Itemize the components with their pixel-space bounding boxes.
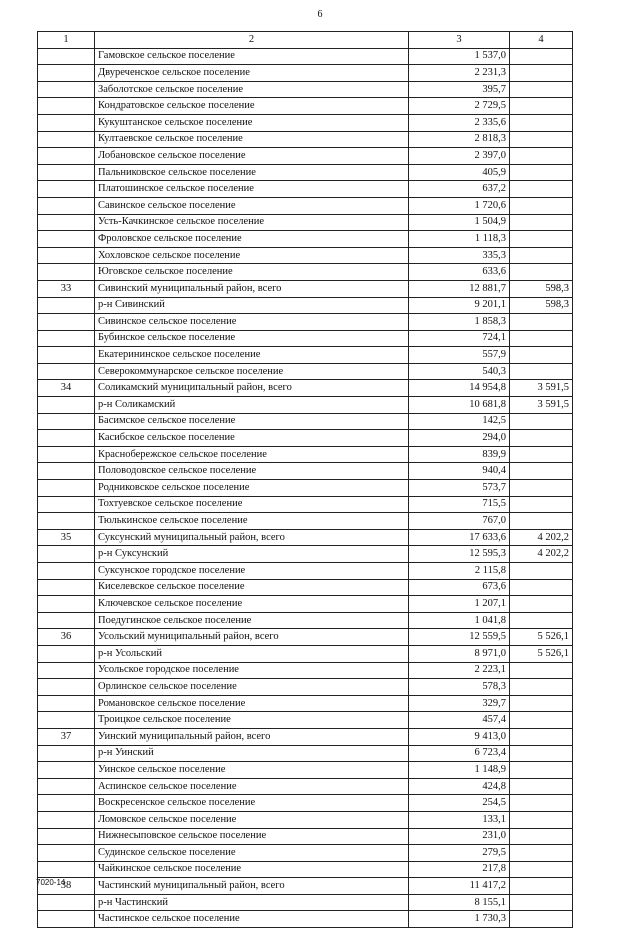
extra-amount-cell — [510, 878, 573, 895]
amount-cell: 1 537,0 — [409, 48, 510, 65]
amount-cell: 633,6 — [409, 264, 510, 281]
extra-amount-cell — [510, 65, 573, 82]
name-cell: Култаевское сельское поселение — [95, 131, 409, 148]
extra-amount-cell — [510, 314, 573, 331]
table-row — [38, 314, 573, 331]
district-total-row — [38, 878, 573, 895]
table-row — [38, 811, 573, 828]
extra-amount-cell — [510, 247, 573, 264]
row-number-cell — [38, 413, 95, 430]
amount-cell: 1 207,1 — [409, 596, 510, 613]
table-row — [38, 214, 573, 231]
name-cell: Кондратовское сельское поселение — [95, 98, 409, 115]
amount-cell: 14 954,8 — [409, 380, 510, 397]
extra-amount-cell — [510, 81, 573, 98]
extra-amount-cell: 4 202,2 — [510, 529, 573, 546]
amount-cell: 1 041,8 — [409, 612, 510, 629]
amount-cell: 2 115,8 — [409, 563, 510, 580]
amount-cell: 329,7 — [409, 695, 510, 712]
extra-amount-cell — [510, 480, 573, 497]
table-row — [38, 579, 573, 596]
table-row — [38, 762, 573, 779]
district-total-row — [38, 728, 573, 745]
row-number-cell — [38, 480, 95, 497]
row-number-cell — [38, 563, 95, 580]
extra-amount-cell — [510, 430, 573, 447]
page-number: 6 — [317, 9, 323, 20]
table-row — [38, 513, 573, 530]
extra-amount-cell: 4 202,2 — [510, 546, 573, 563]
name-cell: Суксунский муниципальный район, всего — [95, 529, 409, 546]
name-cell: Уинский муниципальный район, всего — [95, 728, 409, 745]
amount-cell: 1 858,3 — [409, 314, 510, 331]
amount-cell: 540,3 — [409, 363, 510, 380]
name-cell: Юговское сельское поселение — [95, 264, 409, 281]
row-number-cell — [38, 197, 95, 214]
table-row — [38, 612, 573, 629]
amount-cell: 279,5 — [409, 845, 510, 862]
extra-amount-cell: 5 526,1 — [510, 645, 573, 662]
row-number-cell — [38, 430, 95, 447]
extra-amount-cell — [510, 164, 573, 181]
extra-amount-cell — [510, 214, 573, 231]
name-cell: Ключевское сельское поселение — [95, 596, 409, 613]
row-number-cell — [38, 645, 95, 662]
name-cell: Савинское сельское поселение — [95, 197, 409, 214]
table-row — [38, 231, 573, 248]
row-number-cell — [38, 795, 95, 812]
row-number-cell — [38, 81, 95, 98]
row-number-cell — [38, 264, 95, 281]
name-cell: Половодовское сельское поселение — [95, 463, 409, 480]
amount-cell: 9 413,0 — [409, 728, 510, 745]
amount-cell: 142,5 — [409, 413, 510, 430]
name-cell: Поедугинское сельское поселение — [95, 612, 409, 629]
amount-cell: 217,8 — [409, 861, 510, 878]
table-row — [38, 65, 573, 82]
amount-cell: 2 818,3 — [409, 131, 510, 148]
name-cell: Нижнесыповское сельское поселение — [95, 828, 409, 845]
name-cell: Фроловское сельское поселение — [95, 231, 409, 248]
row-number-cell: 38 — [38, 878, 95, 895]
amount-cell: 231,0 — [409, 828, 510, 845]
amount-cell: 133,1 — [409, 811, 510, 828]
extra-amount-cell — [510, 778, 573, 795]
amount-cell: 254,5 — [409, 795, 510, 812]
name-cell: Романовское сельское поселение — [95, 695, 409, 712]
table-row — [38, 463, 573, 480]
amount-cell: 1 118,3 — [409, 231, 510, 248]
name-cell: Бубинское сельское поселение — [95, 330, 409, 347]
name-cell: Усольское городское поселение — [95, 662, 409, 679]
row-number-cell: 33 — [38, 280, 95, 297]
table-row — [38, 496, 573, 513]
name-cell: Воскресенское сельское поселение — [95, 795, 409, 812]
row-number-cell — [38, 181, 95, 198]
extra-amount-cell — [510, 612, 573, 629]
name-cell: Сивинский муниципальный район, всего — [95, 280, 409, 297]
extra-amount-cell — [510, 828, 573, 845]
amount-cell: 637,2 — [409, 181, 510, 198]
budget-table — [37, 31, 573, 928]
row-number-cell — [38, 513, 95, 530]
name-cell: Тохтуевское сельское поселение — [95, 496, 409, 513]
column-header-2: 2 — [95, 32, 409, 49]
table-row — [38, 845, 573, 862]
extra-amount-cell — [510, 695, 573, 712]
extra-amount-cell — [510, 48, 573, 65]
amount-cell: 17 633,6 — [409, 529, 510, 546]
extra-amount-cell — [510, 911, 573, 928]
extra-amount-cell — [510, 131, 573, 148]
row-number-cell — [38, 148, 95, 165]
name-cell: р-н Сивинский — [95, 297, 409, 314]
amount-cell: 573,7 — [409, 480, 510, 497]
row-number-cell: 35 — [38, 529, 95, 546]
district-total-row — [38, 629, 573, 646]
extra-amount-cell — [510, 181, 573, 198]
extra-amount-cell — [510, 148, 573, 165]
name-cell: р-н Соликамский — [95, 397, 409, 414]
amount-cell: 767,0 — [409, 513, 510, 530]
table-row — [38, 181, 573, 198]
row-number-cell — [38, 131, 95, 148]
amount-cell: 1 148,9 — [409, 762, 510, 779]
amount-cell: 8 155,1 — [409, 894, 510, 911]
row-number-cell — [38, 297, 95, 314]
name-cell: Чайкинское сельское поселение — [95, 861, 409, 878]
row-number-cell — [38, 828, 95, 845]
extra-amount-cell — [510, 795, 573, 812]
name-cell: Частинский муниципальный район, всего — [95, 878, 409, 895]
extra-amount-cell: 5 526,1 — [510, 629, 573, 646]
amount-cell: 8 971,0 — [409, 645, 510, 662]
name-cell: р-н Частинский — [95, 894, 409, 911]
row-number-cell — [38, 662, 95, 679]
table-row — [38, 197, 573, 214]
row-number-cell — [38, 679, 95, 696]
amount-cell: 1 720,6 — [409, 197, 510, 214]
name-cell: Ломовское сельское поселение — [95, 811, 409, 828]
row-number-cell: 37 — [38, 728, 95, 745]
table-row — [38, 596, 573, 613]
table-row — [38, 330, 573, 347]
name-cell: р-н Усольский — [95, 645, 409, 662]
column-header-4: 4 — [510, 32, 573, 49]
table-row — [38, 446, 573, 463]
amount-cell: 405,9 — [409, 164, 510, 181]
name-cell: Краснобережское сельское поселение — [95, 446, 409, 463]
table-row — [38, 164, 573, 181]
name-cell: Усольский муниципальный район, всего — [95, 629, 409, 646]
name-cell: Аспинское сельское поселение — [95, 778, 409, 795]
name-cell: Двуреченское сельское поселение — [95, 65, 409, 82]
table-row — [38, 795, 573, 812]
table-header-row — [38, 32, 573, 49]
row-number-cell — [38, 114, 95, 131]
table-row — [38, 131, 573, 148]
table-row — [38, 861, 573, 878]
extra-amount-cell — [510, 264, 573, 281]
name-cell: Киселевское сельское поселение — [95, 579, 409, 596]
table-row — [38, 546, 573, 563]
row-number-cell — [38, 579, 95, 596]
row-number-cell — [38, 463, 95, 480]
column-header-1: 1 — [38, 32, 95, 49]
table-row — [38, 645, 573, 662]
amount-cell: 9 201,1 — [409, 297, 510, 314]
amount-cell: 715,5 — [409, 496, 510, 513]
name-cell: Троицкое сельское поселение — [95, 712, 409, 729]
table-row — [38, 48, 573, 65]
table-row — [38, 679, 573, 696]
row-number-cell — [38, 845, 95, 862]
table-row — [38, 98, 573, 115]
row-number-cell — [38, 778, 95, 795]
extra-amount-cell — [510, 712, 573, 729]
table-row — [38, 828, 573, 845]
amount-cell: 12 881,7 — [409, 280, 510, 297]
name-cell: р-н Суксунский — [95, 546, 409, 563]
amount-cell: 724,1 — [409, 330, 510, 347]
extra-amount-cell — [510, 596, 573, 613]
table-row — [38, 662, 573, 679]
amount-cell: 12 559,5 — [409, 629, 510, 646]
extra-amount-cell — [510, 662, 573, 679]
table-row — [38, 397, 573, 414]
table-row — [38, 563, 573, 580]
amount-cell: 2 231,3 — [409, 65, 510, 82]
extra-amount-cell: 3 591,5 — [510, 380, 573, 397]
amount-cell: 12 595,3 — [409, 546, 510, 563]
extra-amount-cell — [510, 563, 573, 580]
amount-cell: 1 504,9 — [409, 214, 510, 231]
amount-cell: 10 681,8 — [409, 397, 510, 414]
table-row — [38, 745, 573, 762]
name-cell: Судинское сельское поселение — [95, 845, 409, 862]
extra-amount-cell — [510, 811, 573, 828]
amount-cell: 1 730,3 — [409, 911, 510, 928]
name-cell: Родниковское сельское поселение — [95, 480, 409, 497]
amount-cell: 424,8 — [409, 778, 510, 795]
extra-amount-cell — [510, 579, 573, 596]
amount-cell: 2 335,6 — [409, 114, 510, 131]
extra-amount-cell — [510, 98, 573, 115]
extra-amount-cell — [510, 762, 573, 779]
table-row — [38, 911, 573, 928]
extra-amount-cell — [510, 496, 573, 513]
extra-amount-cell — [510, 347, 573, 364]
table-row — [38, 480, 573, 497]
district-total-row — [38, 380, 573, 397]
extra-amount-cell — [510, 845, 573, 862]
extra-amount-cell — [510, 861, 573, 878]
amount-cell: 673,6 — [409, 579, 510, 596]
name-cell: Орлинское сельское поселение — [95, 679, 409, 696]
amount-cell: 335,3 — [409, 247, 510, 264]
extra-amount-cell — [510, 363, 573, 380]
row-number-cell — [38, 911, 95, 928]
district-total-row — [38, 529, 573, 546]
name-cell: Лобановское сельское поселение — [95, 148, 409, 165]
row-number-cell — [38, 546, 95, 563]
amount-cell: 557,9 — [409, 347, 510, 364]
extra-amount-cell — [510, 728, 573, 745]
name-cell: Кукуштанское сельское поселение — [95, 114, 409, 131]
row-number-cell — [38, 397, 95, 414]
name-cell: Уинское сельское поселение — [95, 762, 409, 779]
extra-amount-cell — [510, 513, 573, 530]
row-number-cell — [38, 363, 95, 380]
name-cell: Тюлькинское сельское поселение — [95, 513, 409, 530]
amount-cell: 940,4 — [409, 463, 510, 480]
row-number-cell — [38, 745, 95, 762]
extra-amount-cell — [510, 413, 573, 430]
table-row — [38, 81, 573, 98]
table-row — [38, 347, 573, 364]
extra-amount-cell: 598,3 — [510, 297, 573, 314]
row-number-cell — [38, 164, 95, 181]
extra-amount-cell — [510, 463, 573, 480]
column-header-3: 3 — [409, 32, 510, 49]
name-cell: Сивинское сельское поселение — [95, 314, 409, 331]
amount-cell: 395,7 — [409, 81, 510, 98]
extra-amount-cell — [510, 894, 573, 911]
row-number-cell — [38, 231, 95, 248]
extra-amount-cell — [510, 745, 573, 762]
amount-cell: 294,0 — [409, 430, 510, 447]
row-number-cell — [38, 861, 95, 878]
name-cell: Басимское сельское поселение — [95, 413, 409, 430]
row-number-cell — [38, 314, 95, 331]
amount-cell: 578,3 — [409, 679, 510, 696]
name-cell: Суксунское городское поселение — [95, 563, 409, 580]
amount-cell: 11 417,2 — [409, 878, 510, 895]
amount-cell: 6 723,4 — [409, 745, 510, 762]
amount-cell: 2 729,5 — [409, 98, 510, 115]
table-row — [38, 894, 573, 911]
row-number-cell — [38, 347, 95, 364]
row-number-cell — [38, 247, 95, 264]
name-cell: Заболотское сельское поселение — [95, 81, 409, 98]
row-number-cell: 36 — [38, 629, 95, 646]
amount-cell: 457,4 — [409, 712, 510, 729]
row-number-cell — [38, 65, 95, 82]
row-number-cell — [38, 811, 95, 828]
table-row — [38, 264, 573, 281]
extra-amount-cell — [510, 679, 573, 696]
table-row — [38, 247, 573, 264]
name-cell: р-н Уинский — [95, 745, 409, 762]
row-number-cell — [38, 894, 95, 911]
table-row — [38, 114, 573, 131]
table-row — [38, 430, 573, 447]
table-row — [38, 363, 573, 380]
name-cell: Гамовское сельское поселение — [95, 48, 409, 65]
table-row — [38, 413, 573, 430]
table-row — [38, 148, 573, 165]
amount-cell: 839,9 — [409, 446, 510, 463]
name-cell: Северокоммунарское сельское поселение — [95, 363, 409, 380]
extra-amount-cell — [510, 197, 573, 214]
amount-cell: 2 397,0 — [409, 148, 510, 165]
document-code: 7020-14 — [36, 878, 66, 887]
table-row — [38, 695, 573, 712]
extra-amount-cell — [510, 114, 573, 131]
name-cell: Усть-Качкинское сельское поселение — [95, 214, 409, 231]
name-cell: Екатерининское сельское поселение — [95, 347, 409, 364]
row-number-cell — [38, 762, 95, 779]
row-number-cell — [38, 48, 95, 65]
name-cell: Соликамский муниципальный район, всего — [95, 380, 409, 397]
row-number-cell — [38, 712, 95, 729]
row-number-cell — [38, 214, 95, 231]
row-number-cell — [38, 496, 95, 513]
extra-amount-cell — [510, 330, 573, 347]
amount-cell: 2 223,1 — [409, 662, 510, 679]
name-cell: Касибское сельское поселение — [95, 430, 409, 447]
name-cell: Пальниковское сельское поселение — [95, 164, 409, 181]
name-cell: Хохловское сельское поселение — [95, 247, 409, 264]
table-row — [38, 778, 573, 795]
row-number-cell: 34 — [38, 380, 95, 397]
extra-amount-cell — [510, 446, 573, 463]
extra-amount-cell: 3 591,5 — [510, 397, 573, 414]
row-number-cell — [38, 330, 95, 347]
table-row — [38, 712, 573, 729]
district-total-row — [38, 280, 573, 297]
name-cell: Частинское сельское поселение — [95, 911, 409, 928]
table-row — [38, 297, 573, 314]
table-body — [38, 48, 573, 927]
row-number-cell — [38, 98, 95, 115]
row-number-cell — [38, 446, 95, 463]
extra-amount-cell — [510, 231, 573, 248]
row-number-cell — [38, 596, 95, 613]
row-number-cell — [38, 695, 95, 712]
extra-amount-cell: 598,3 — [510, 280, 573, 297]
row-number-cell — [38, 612, 95, 629]
name-cell: Платошинское сельское поселение — [95, 181, 409, 198]
